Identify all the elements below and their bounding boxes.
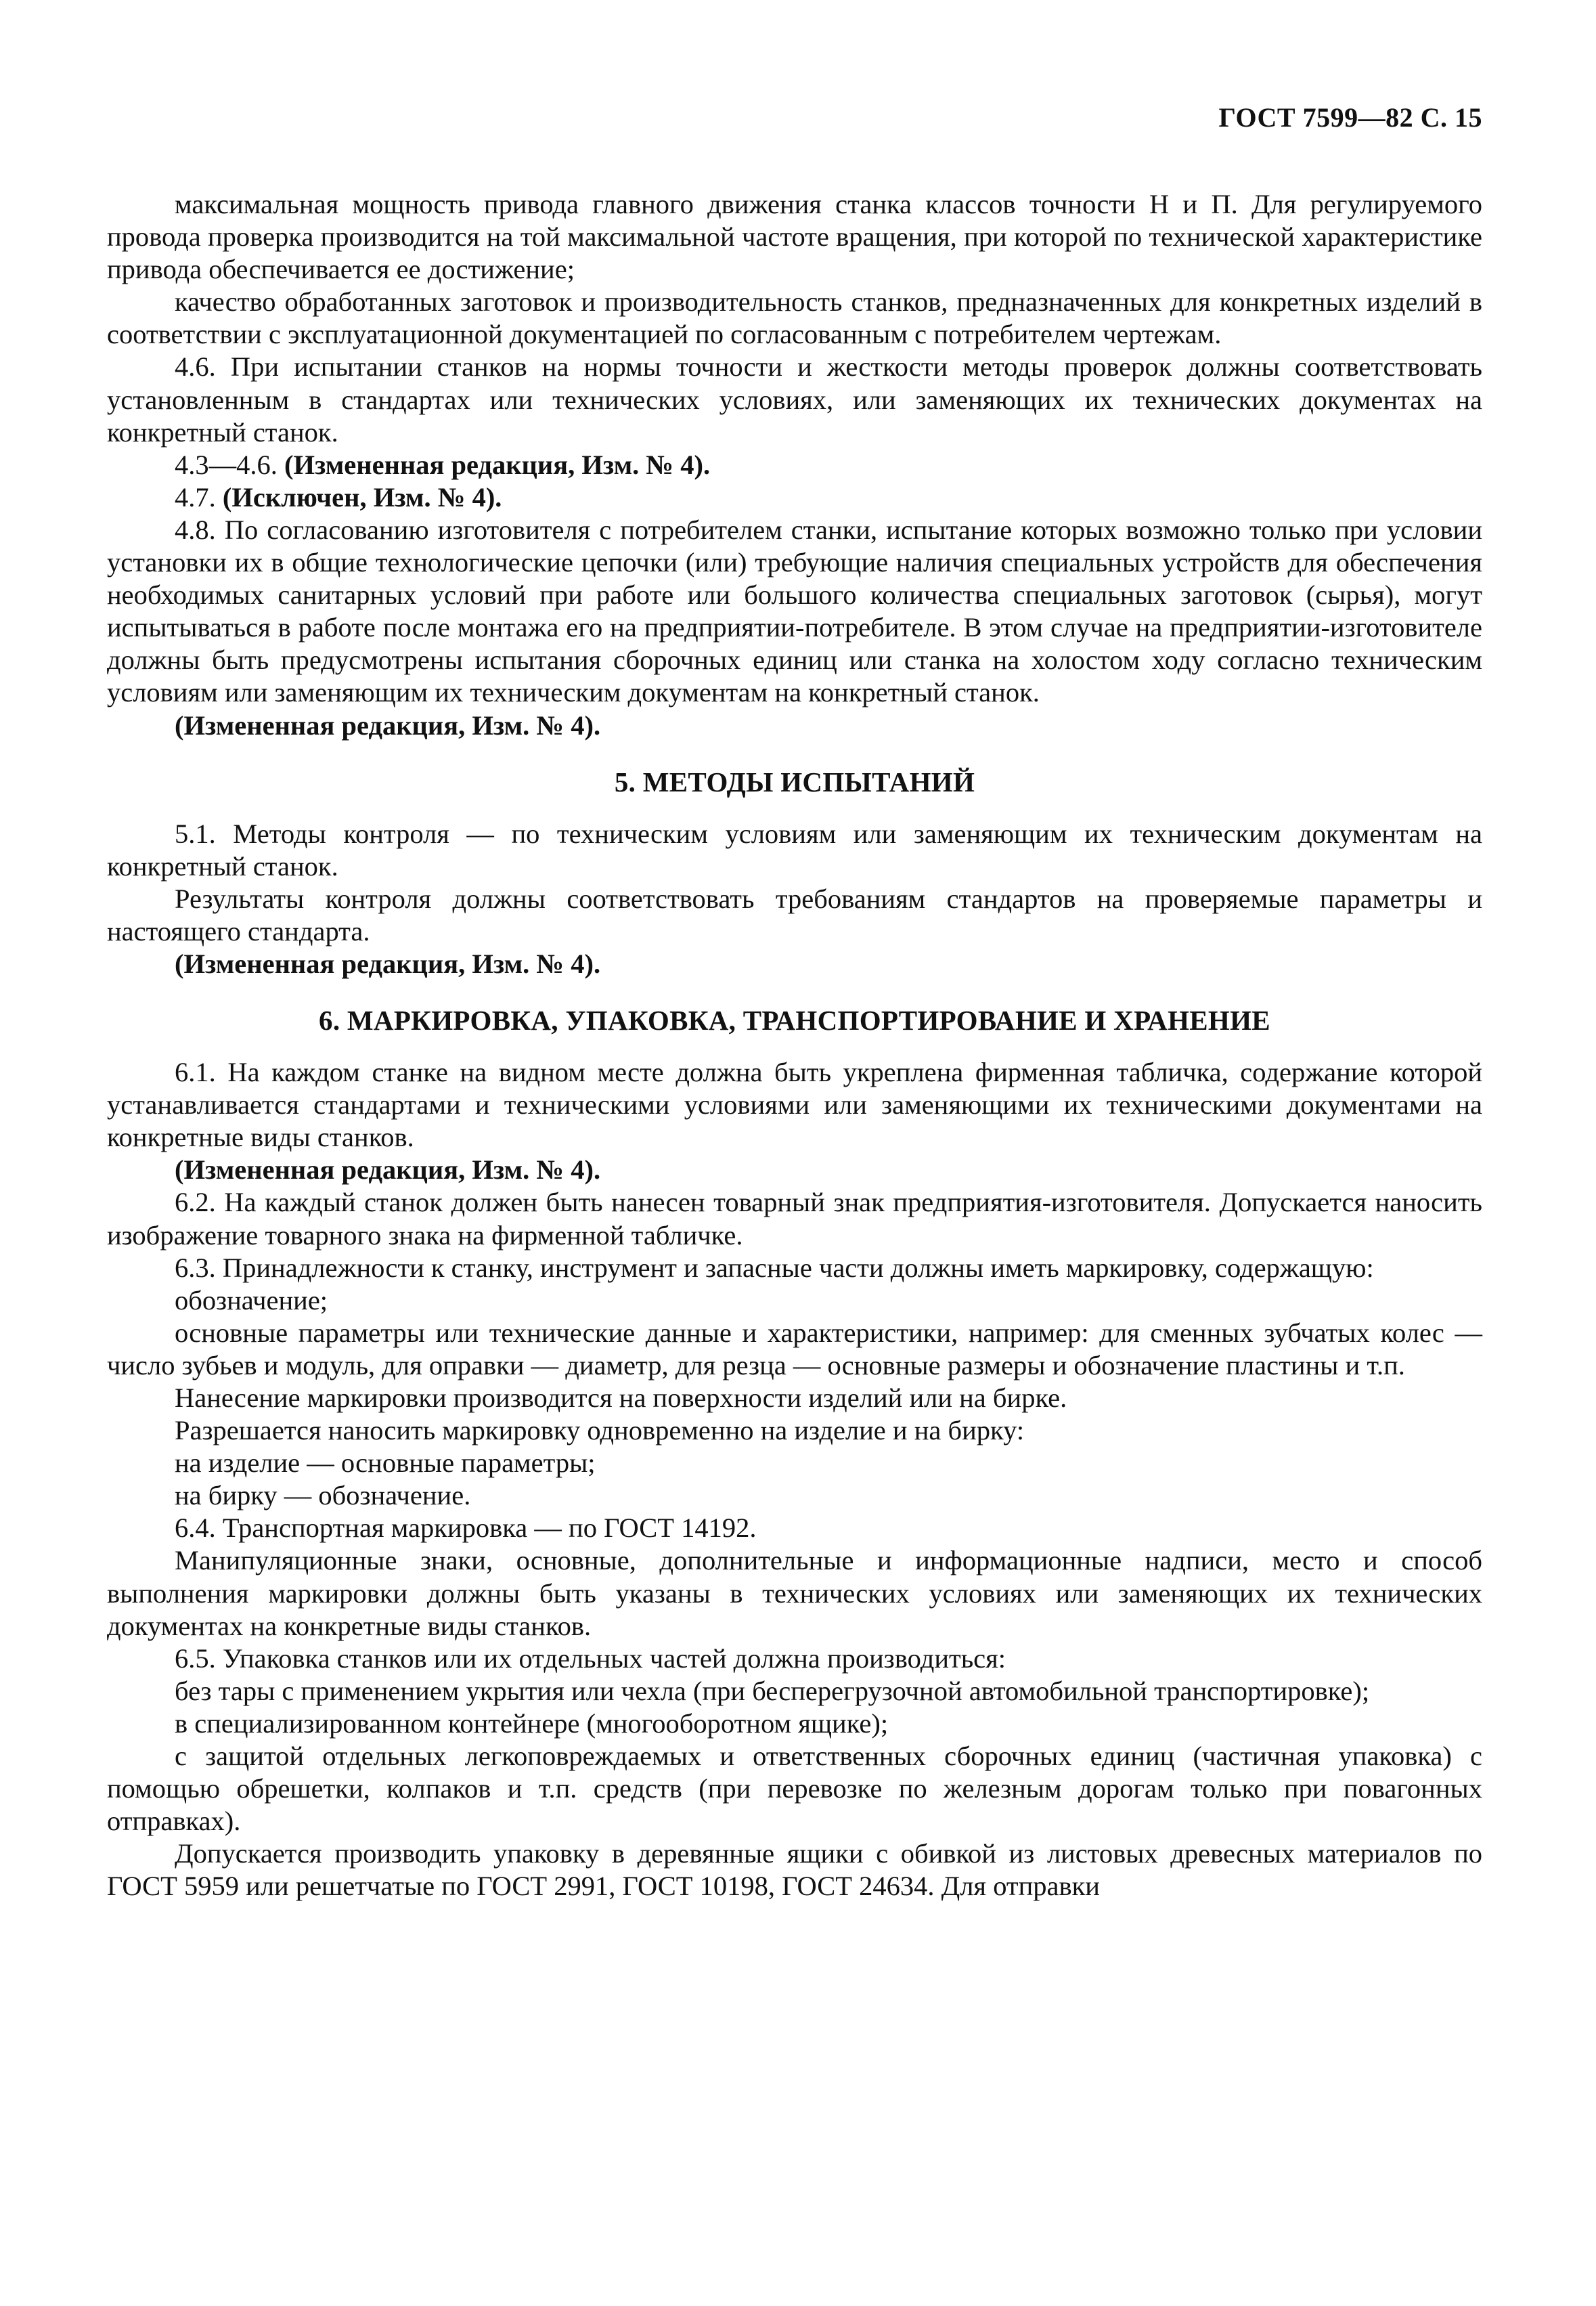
running-header: ГОСТ 7599—82 С. 15: [1218, 102, 1482, 133]
paragraph: 4.6. При испытании станков на нормы точности и жесткости методы проверок должны соответствовать установленным в стандартах или технических условиях, или заменяющих их технических документах на конкретный станок.: [107, 351, 1482, 448]
paragraph: без тары с применением укрытия или чехла (при бесперегрузочной автомобильной транспортировке);: [175, 1675, 1370, 1706]
paragraph: 6.2. На каждый станок должен быть нанесен товарный знак предприятия-изготовителя. Допускается наносить изображение товарного знака на фирменной табличке.: [107, 1187, 1482, 1250]
paragraph: максимальная мощность привода главного движения станка классов точности Н и П. Для регулируемого провода проверка производится на той максимальной частоте вращения, при которой по технической характеристике привода обеспечивается ее достижение;: [107, 189, 1482, 285]
paragraph: Нанесение маркировки производится на поверхности изделий или на бирке.: [175, 1383, 1067, 1413]
paragraph: 4.8. По согласованию изготовителя с потребителем станки, испытание которых возможно только при условии установки их в общие технологические цепочки (или) требующие наличия специальных устройств для обеспечения необходимых санитарных условий при работе или большого количества специальных заготовок (сырья), могут испытываться в работе после монтажа его на предприятии-потребителе. В этом случае на предприятии-изготовителе должны быть предусмотрены испытания сборочных единиц или станка на холостом ходу согласно техническим условиям или заменяющим их техническим документам на конкретный станок.: [107, 514, 1482, 708]
paragraph: Допускается производить упаковку в деревянные ящики с обивкой из листовых древесных материалов по ГОСТ 5959 или решетчатые по ГОСТ 2991, ГОСТ 10198, ГОСТ 24634. Для отправки: [107, 1838, 1482, 1902]
section-heading: 6. МАРКИРОВКА, УПАКОВКА, ТРАНСПОРТИРОВАНИЕ И ХРАНЕНИЕ: [319, 1005, 1270, 1037]
amendment-note: (Измененная редакция, Изм. № 4).: [175, 948, 601, 979]
paragraph: Результаты контроля должны соответствовать требованиям стандартов на проверяемые параметры и настоящего стандарта.: [107, 883, 1482, 947]
paragraph: 6.5. Упаковка станков или их отдельных частей должна производиться:: [175, 1643, 1006, 1674]
amendment-note-text: (Измененная редакция, Изм. № 4).: [284, 449, 711, 480]
paragraph: Разрешается наносить маркировку одновременно на изделие и на бирку:: [175, 1415, 1025, 1446]
amendment-note: (Измененная редакция, Изм. № 4).: [175, 1154, 601, 1185]
paragraph: на бирку — обозначение.: [175, 1480, 471, 1511]
paragraph: 5.1. Методы контроля — по техническим условиям или заменяющим их техническим документам на конкретный станок.: [107, 818, 1482, 882]
amendment-note-ref: 4.3—4.6.: [175, 449, 278, 480]
amendment-note: [107, 449, 1482, 481]
amendment-note-ref: 4.7.: [175, 481, 216, 513]
paragraph: на изделие — основные параметры;: [175, 1448, 596, 1479]
paragraph: основные параметры или технические данные и характеристики, например: для сменных зубчатых колес — число зубьев и модуль, для оправки — диаметр, для резца — основные размеры и обозначение пластины и т.п.: [107, 1317, 1482, 1380]
paragraph: 6.3. Принадлежности к станку, инструмент и запасные части должны иметь маркировку, содержащую:: [175, 1252, 1374, 1283]
paragraph: качество обработанных заготовок и производительность станков, предназначенных для конкретных изделий в соответствии с эксплуатационной документацией по согласованным с потребителем чертежам.: [107, 286, 1482, 350]
paragraph: в специализированном контейнере (многооборотном ящике);: [175, 1707, 889, 1739]
paragraph: обозначение;: [175, 1284, 328, 1315]
paragraph: 6.4. Транспортная маркировка — по ГОСТ 14192.: [175, 1513, 757, 1544]
paragraph: 6.1. На каждом станке на видном месте должна быть укреплена фирменная табличка, содержание которой устанавливается стандартами и техническими условиями или заменяющими их техническими документами на конкретные виды станков.: [107, 1057, 1482, 1153]
amendment-note-text: (Исключен, Изм. № 4).: [222, 481, 502, 513]
section-heading: 5. МЕТОДЫ ИСПЫТАНИЙ: [614, 766, 975, 798]
amendment-note: (Измененная редакция, Изм. № 4).: [175, 710, 601, 741]
paragraph: с защитой отдельных легкоповреждаемых и ответственных сборочных единиц (частичная упаковка) с помощью обрешетки, колпаков и т.п. средств (при перевозке по железным дорогам только при повагонных отправках).: [107, 1741, 1482, 1837]
body-text: [107, 188, 1482, 1903]
paragraph: Манипуляционные знаки, основные, дополнительные и информационные надписи, место и способ выполнения маркировки должны быть указаны в технических условиях или заменяющих их технических документах на конкретные виды станков.: [107, 1545, 1482, 1641]
amendment-note: [107, 481, 1482, 514]
